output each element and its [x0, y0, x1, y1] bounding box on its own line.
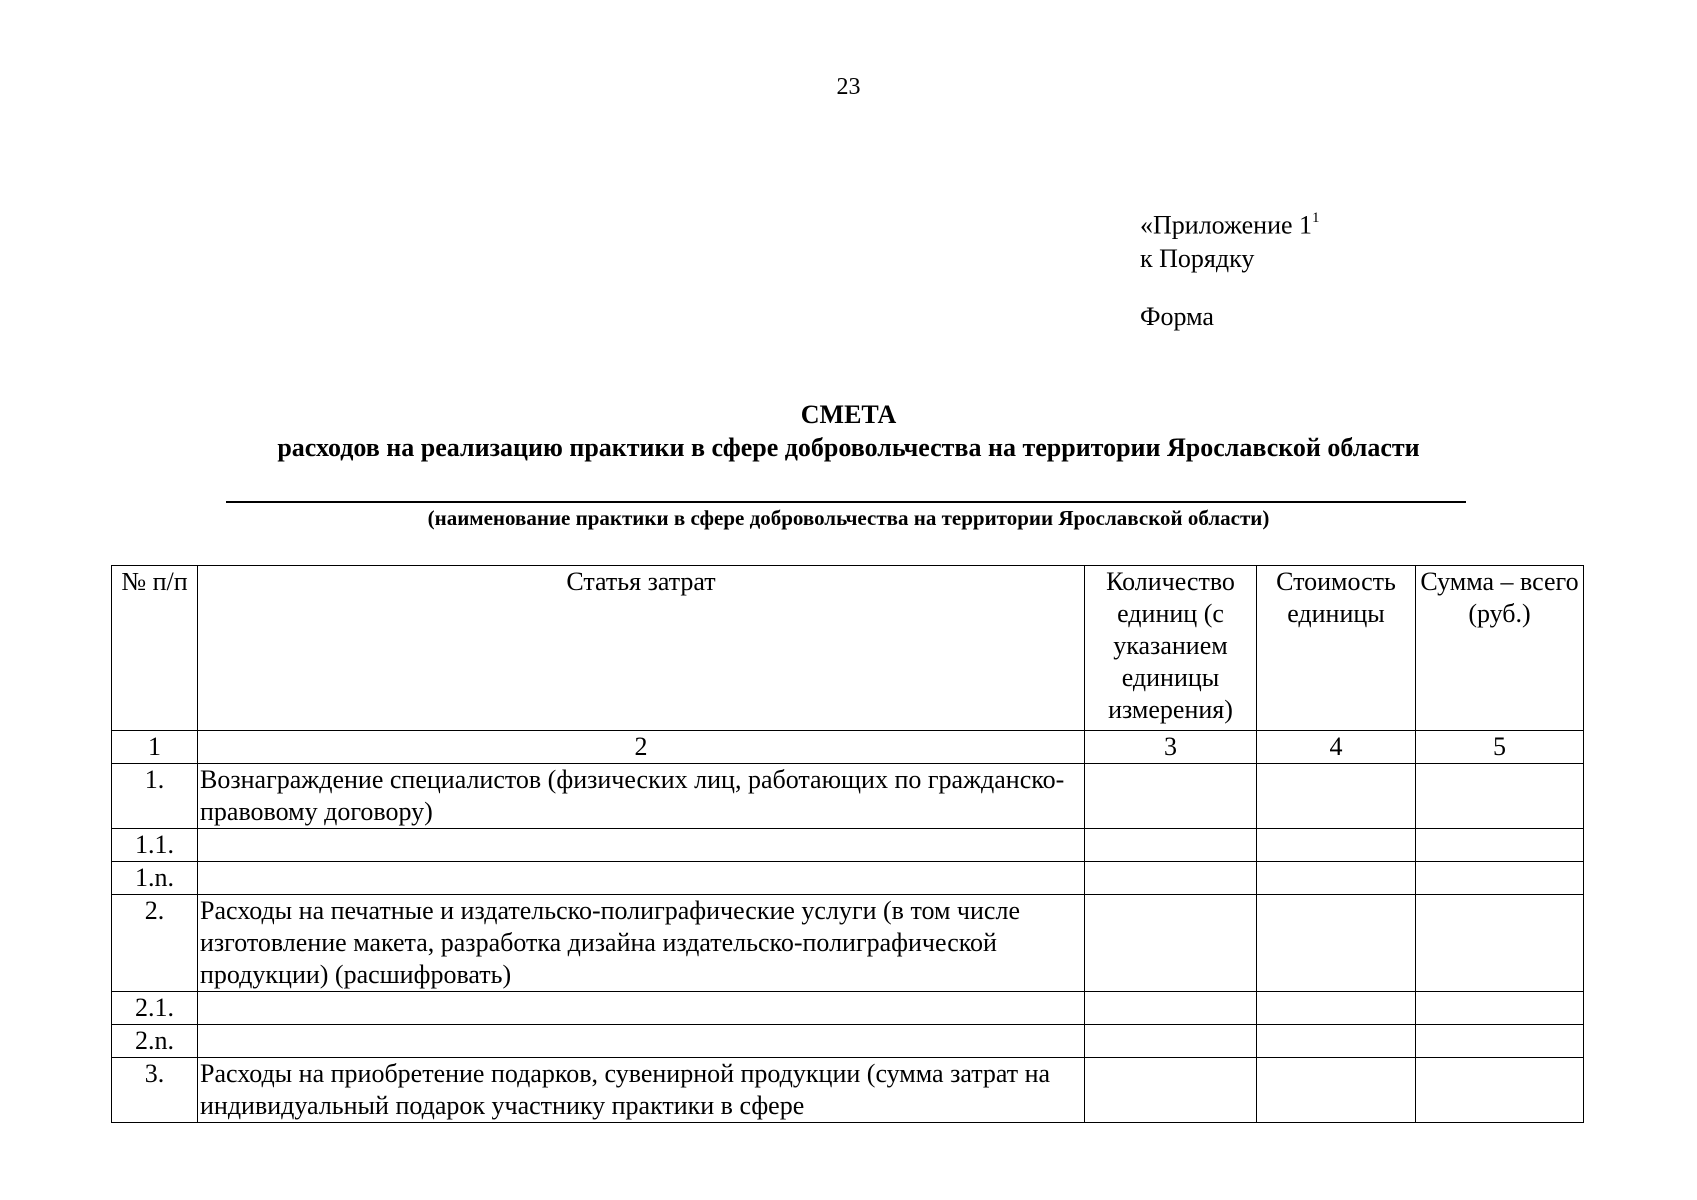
header-quantity: Количество единиц (с указанием единицы измерения) [1085, 566, 1257, 731]
row-quantity-cell [1085, 764, 1257, 829]
column-number: 1 [112, 731, 198, 764]
row-number: 2. [112, 895, 198, 992]
column-number: 5 [1416, 731, 1584, 764]
row-quantity-cell [1085, 1058, 1257, 1123]
row-total-cell [1416, 895, 1584, 992]
column-number: 4 [1257, 731, 1416, 764]
cost-estimate-table [111, 565, 1584, 1123]
appendix-reference [1140, 204, 1320, 275]
appendix-line-1: «Приложение $1^1$ [1140, 210, 1320, 240]
appendix-superscript: 1 [1312, 210, 1320, 226]
row-number: 1. [112, 764, 198, 829]
row-total-cell [1416, 764, 1584, 829]
column-number: 2 [198, 731, 1085, 764]
header-number: № п/п [112, 566, 198, 731]
table-row [112, 992, 1584, 1025]
table-row [112, 1025, 1584, 1058]
row-number: 1.n. [112, 862, 198, 895]
column-number: 3 [1085, 731, 1257, 764]
document-title: СМЕТА [800, 400, 897, 429]
row-cost-item [198, 862, 1085, 895]
row-cost-item [198, 992, 1085, 1025]
form-label: Форма [1140, 302, 1214, 331]
row-quantity-cell [1085, 862, 1257, 895]
practice-name-caption: (наименование практики в сфере добровольчества на территории Ярославской области) [427, 506, 1270, 530]
row-number: 2.n. [112, 1025, 198, 1058]
document-subtitle: расходов на реализацию практики в сфере добровольчества на территории Ярославской области [277, 433, 1420, 462]
header-unit-price: Стоимость единицы [1257, 566, 1416, 731]
table-row [112, 895, 1584, 992]
row-unit-price-cell [1257, 764, 1416, 829]
row-unit-price-cell [1257, 1025, 1416, 1058]
row-cost-item [198, 829, 1085, 862]
row-total-cell [1416, 1058, 1584, 1123]
table-row [112, 862, 1584, 895]
row-number: 1.1. [112, 829, 198, 862]
practice-name-line [226, 501, 1466, 503]
table-row [112, 1058, 1584, 1123]
row-cost-item [198, 1025, 1085, 1058]
row-number: 2.1. [112, 992, 198, 1025]
row-unit-price-cell [1257, 1058, 1416, 1123]
column-number-row [112, 731, 1584, 764]
row-total-cell [1416, 829, 1584, 862]
row-quantity-cell [1085, 1025, 1257, 1058]
row-cost-item: Вознаграждение специалистов (физических лиц, работающих по гражданско-правовому договору) [198, 764, 1085, 829]
table-header-row [112, 566, 1584, 731]
row-number: 3. [112, 1058, 198, 1123]
table-row [112, 829, 1584, 862]
table-row [112, 764, 1584, 829]
row-cost-item: Расходы на печатные и издательско-полиграфические услуги (в том числе изготовление макета, разработка дизайна издательско-полиграфической продукции) (расшифровать) [198, 895, 1085, 992]
row-total-cell [1416, 992, 1584, 1025]
row-quantity-cell [1085, 895, 1257, 992]
row-unit-price-cell [1257, 895, 1416, 992]
header-total: Сумма – всего (руб.) [1416, 566, 1584, 731]
row-unit-price-cell [1257, 862, 1416, 895]
row-unit-price-cell [1257, 829, 1416, 862]
row-quantity-cell [1085, 992, 1257, 1025]
page-number: 23 [836, 74, 861, 100]
row-total-cell [1416, 1025, 1584, 1058]
header-cost-item: Статья затрат [198, 566, 1085, 731]
row-total-cell [1416, 862, 1584, 895]
appendix-line-2: к Порядку [1140, 243, 1255, 273]
row-unit-price-cell [1257, 992, 1416, 1025]
row-quantity-cell [1085, 829, 1257, 862]
row-cost-item: Расходы на приобретение подарков, сувенирной продукции (сумма затрат на индивидуальный подарок участнику практики в сфере [198, 1058, 1085, 1123]
